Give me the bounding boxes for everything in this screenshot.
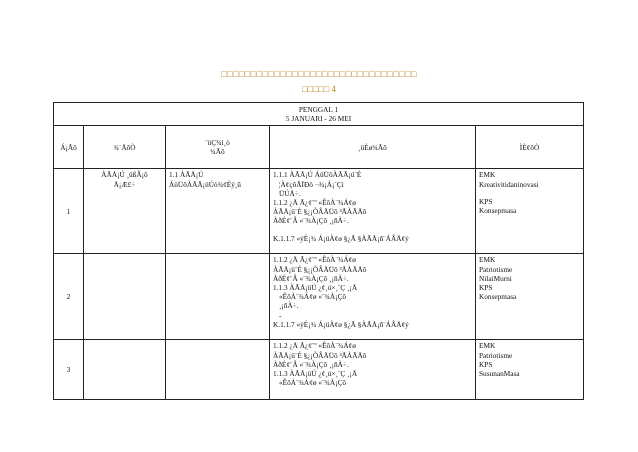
header-content-standard: ¨üÇ¾ì¸ò ¾Ãõ bbox=[166, 126, 270, 169]
content-standard-cell bbox=[166, 169, 270, 254]
learning-standard-line: K.1.1.7 «ýÉ¡¾ Á¡üÀ¢ø §¿Ã §ÀÃÅ¡ñ¨ÁÂÅ¢ý bbox=[273, 319, 409, 329]
week-cell: 1 bbox=[54, 169, 84, 254]
table-row bbox=[54, 169, 584, 254]
notes-line: EMK bbox=[479, 341, 496, 351]
notes-line: EMK bbox=[479, 170, 496, 180]
content-standard-line: ÁüÜõÀÃÃ¡üÚò¾¢Èý¸û bbox=[169, 179, 241, 189]
notes-line: Konsepmasa bbox=[479, 292, 517, 302]
notes-line: Patriotisme bbox=[479, 350, 513, 360]
header-row bbox=[54, 126, 584, 169]
learning-standard-line: ¦À¢çõÃÏÐö ¬¾¡Á¡´Çì bbox=[279, 179, 344, 189]
learning-standard-line: 1.1.2 ¿Ä Ã¿¢¨º «ÊôÀ¨¾Á¢ø bbox=[273, 255, 356, 265]
learning-standard-line: ÀÃÅ¡ü¨É §¿¡ÕÂÄÜõ ³ÃÀÃÅõ bbox=[273, 264, 367, 274]
week-cell: 3 bbox=[54, 340, 84, 400]
notes-line: KPS bbox=[479, 196, 493, 206]
notes-cell bbox=[476, 169, 584, 254]
notes-line bbox=[479, 189, 580, 197]
term-dates: 5 JANUARI - 26 MEI bbox=[285, 114, 352, 124]
topic-cell bbox=[84, 254, 166, 340]
content-standard-cell bbox=[166, 254, 270, 340]
notes-line: SusunanMasa bbox=[479, 369, 520, 379]
banner-row bbox=[54, 103, 584, 126]
learning-standard-line: 1.1.2 ¿Ä Ã¿¢¨º «ÊôÀ¨¾Á¢ø bbox=[273, 341, 356, 351]
notes-cell bbox=[476, 254, 584, 340]
notes-line: KPS bbox=[479, 283, 493, 293]
notes-cell bbox=[476, 340, 584, 400]
learning-standard-cell bbox=[270, 169, 476, 254]
notes-line: Kreativitidaninovasi bbox=[479, 179, 539, 189]
learning-standard-line: ÀðÉ¢¨Â «¨¾À¡Çõ ¸¡ñÀ÷. bbox=[273, 273, 349, 283]
document-title: □□□□□□□□□□□□□□□□□□□□□□□□□□□□□□□□□ bbox=[221, 69, 417, 79]
header-learning-standard: ¸üÈø¾Ãõ bbox=[270, 126, 476, 169]
learning-standard-line: K.1.1.7 «ýÉ¡¾ Á¡üÀ¢ø §¿Ã §ÀÃÅ¡ñ¨ÁÂÅ¢ý bbox=[273, 233, 409, 243]
learning-standard-line: ÀÃÅ¡ü¨É §¿¡ÕÂÄÜõ ³ÃÀÃÅõ bbox=[273, 350, 367, 360]
learning-standard-cell bbox=[270, 340, 476, 400]
learning-standard-line: ÀðÉ¢¨Â «¨¾À¡Çõ ¸¡ñÀ÷. bbox=[273, 359, 349, 369]
week-cell: 2 bbox=[54, 254, 84, 340]
topic-cell bbox=[84, 169, 166, 254]
learning-standard-line: ÀðÉ¢¨Â «¨¾À¡Çõ ¸¡ñÀ÷. bbox=[273, 216, 349, 226]
learning-standard-line: ÀÃÅ¡ü¨É §¿¡ÕÂÄÜõ ³ÃÀÃÅõ bbox=[273, 207, 367, 217]
notes-line: NilaiMurni bbox=[479, 273, 512, 283]
learning-standard-line bbox=[273, 226, 472, 234]
topic-line: ÀÃÅ¡Ú ¸üßÂ¡õ bbox=[101, 170, 148, 180]
learning-standard-line: 1.1.3 ÀÃÅ¡üÚ ¿¢¸ú×¸¨Ç ¸¡Ä bbox=[273, 369, 358, 379]
topic-line: Å¡Æ£÷ bbox=[113, 179, 136, 189]
header-notes: ÌÈ¢ôÒ bbox=[476, 126, 584, 169]
content-standard-line: 1.1 ÀÃÅ¡Ú bbox=[169, 170, 204, 180]
notes-line: EMK bbox=[479, 255, 496, 265]
notes-line: KPS bbox=[479, 359, 493, 369]
table-row bbox=[54, 254, 584, 340]
header-topic: ¾´ÄõÒ bbox=[84, 126, 166, 169]
term-label: PENGGAL 1 bbox=[298, 105, 339, 114]
learning-standard-line: 1.1.1 ÀÃÅ¡Ú ÁüÜõÀÃÃ¡ü¨É bbox=[273, 170, 362, 180]
header-week: Á¡Ãõ bbox=[54, 126, 84, 169]
content-standard-cell bbox=[166, 340, 270, 400]
learning-standard-line: «ÊôÀ¨¾Á¢ø «¨¾À¡Çõ bbox=[279, 292, 347, 302]
notes-line: Patriotisme bbox=[479, 264, 513, 274]
learning-standard-line: 1.1.2 ¿Ä Ã¿¢¨º «ÊôÀ¨¾Á¢ø bbox=[273, 198, 356, 208]
learning-standard-line: - bbox=[279, 310, 282, 320]
learning-standard-line: ¸¡ñÀ÷. bbox=[279, 301, 299, 311]
learning-standard-line: 1.1.3 ÀÃÅ¡üÚ ¿¢¸ú×¸¨Ç ¸¡Ä bbox=[273, 283, 358, 293]
topic-cell bbox=[84, 340, 166, 400]
document-subtitle: □□□□□ 4 bbox=[302, 84, 336, 94]
learning-standard-cell bbox=[270, 254, 476, 340]
lesson-plan-table bbox=[53, 102, 584, 400]
notes-line: Konsepmasa bbox=[479, 206, 517, 216]
learning-standard-line: «ÊôÀ¨¾Á¢ø «¨¾À¡Çõ bbox=[279, 378, 347, 388]
table-row bbox=[54, 340, 584, 400]
learning-standard-line: ÜÚÅ÷. bbox=[279, 188, 301, 198]
